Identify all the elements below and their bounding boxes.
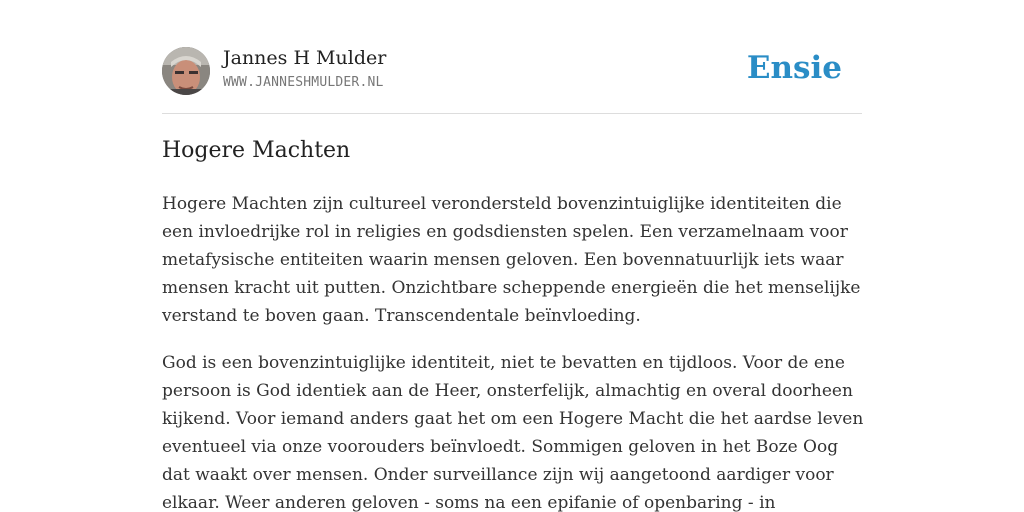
paragraph-line: kijkend. Voor iemand anders gaat het om een Hogere Macht die het aardse leven bbox=[162, 409, 864, 429]
paragraph-line: mensen kracht uit putten. Onzichtbare scheppende energieën die het menselijke bbox=[162, 278, 861, 298]
entry-header bbox=[162, 46, 862, 96]
author-avatar[interactable] bbox=[162, 47, 210, 95]
paragraph bbox=[162, 190, 882, 330]
author-website-link[interactable]: WWW.JANNESHMULDER.NL bbox=[223, 75, 384, 90]
paragraph-line: dat waakt over mensen. Onder surveillance zijn wij aangetoond aardiger voor bbox=[162, 465, 834, 485]
ensie-logo[interactable]: Ensie bbox=[746, 50, 842, 86]
header-divider bbox=[162, 113, 862, 114]
entry-title: Hogere Machten bbox=[162, 138, 351, 163]
entry-body bbox=[162, 190, 882, 512]
paragraph-line: metafysische entiteiten waarin mensen geloven. Een bovennatuurlijk iets waar bbox=[162, 250, 844, 270]
paragraph-line: God is een bovenzintuiglijke identiteit, niet te bevatten en tijdloos. Voor de ene bbox=[162, 353, 845, 373]
paragraph-line: persoon is God identiek aan de Heer, onsterfelijk, almachtig en overal doorheen bbox=[162, 381, 853, 401]
paragraph-line: eventueel via onze voorouders beïnvloedt. Sommigen geloven in het Boze Oog bbox=[162, 437, 839, 457]
paragraph-line: verstand te boven gaan. Transcendentale beïnvloeding. bbox=[162, 306, 641, 326]
author-name[interactable]: Jannes H Mulder bbox=[223, 47, 387, 69]
paragraph bbox=[162, 349, 882, 512]
paragraph-line: elkaar. Weer anderen geloven - soms na een epifanie of openbaring - in bbox=[162, 493, 776, 512]
paragraph-line: Hogere Machten zijn cultureel verondersteld bovenzintuiglijke identiteiten die bbox=[162, 194, 842, 214]
paragraph-line: een invloedrijke rol in religies en godsdiensten spelen. Een verzamelnaam voor bbox=[162, 222, 848, 242]
author-photo bbox=[162, 47, 210, 95]
